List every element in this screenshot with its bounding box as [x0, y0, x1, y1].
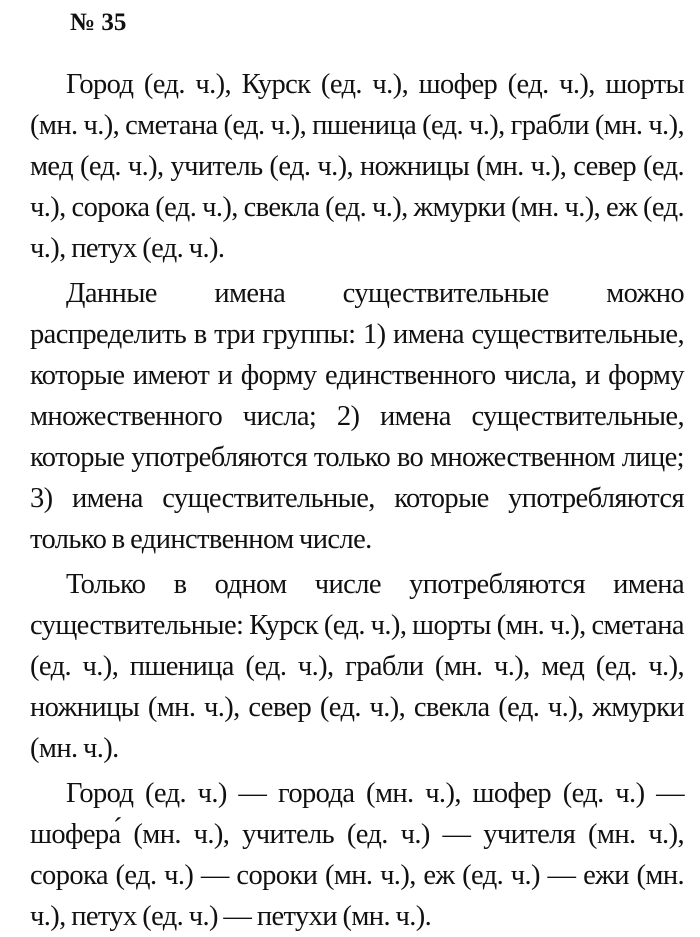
paragraph-groups: Данные имена существительные можно распределить в три группы: 1) имена существительные, которые имеют и форму единственного числа, и форму множественного числа; 2) имена существительные, которые употребляются только во множественном лице; 3) имена существительные, которые употребляются только в единственном числе.	[30, 278, 684, 555]
paragraph-singular-plural-pairs: Город (ед. ч.) — города (мн. ч.), шофер (ед. ч.) — шофера́ (мн. ч.), учитель (ед. ч.) — учителя (мн. ч.), сорока (ед. ч.) — сороки (мн. ч.), еж (ед. ч.) — ежи (мн. ч.), петух (ед. ч.) — петухи (мн. ч.).	[30, 778, 684, 932]
paragraph-single-number: Только в одном числе употребляются имена существительные: Курск (ед. ч.), шорты (мн. ч.), сметана (ед. ч.), пшеница (ед. ч.), грабли (мн. ч.), мед (ед. ч.), ножницы (мн. ч.), север (ед. ч.), свекла (ед. ч.), жмурки (мн. ч.).	[30, 569, 684, 764]
exercise-number: № 35	[70, 9, 127, 36]
paragraph-word-list: Город (ед. ч.), Курск (ед. ч.), шофер (ед. ч.), шорты (мн. ч.), сметана (ед. ч.), пшеница (ед. ч.), грабли (мн. ч.), мед (ед. ч.), учитель (ед. ч.), ножницы (мн. ч.), север (ед. ч.), сорока (ед. ч.), свекла (ед. ч.), жмурки (мн. ч.), еж (ед. ч.), петух (ед. ч.).	[30, 69, 684, 264]
